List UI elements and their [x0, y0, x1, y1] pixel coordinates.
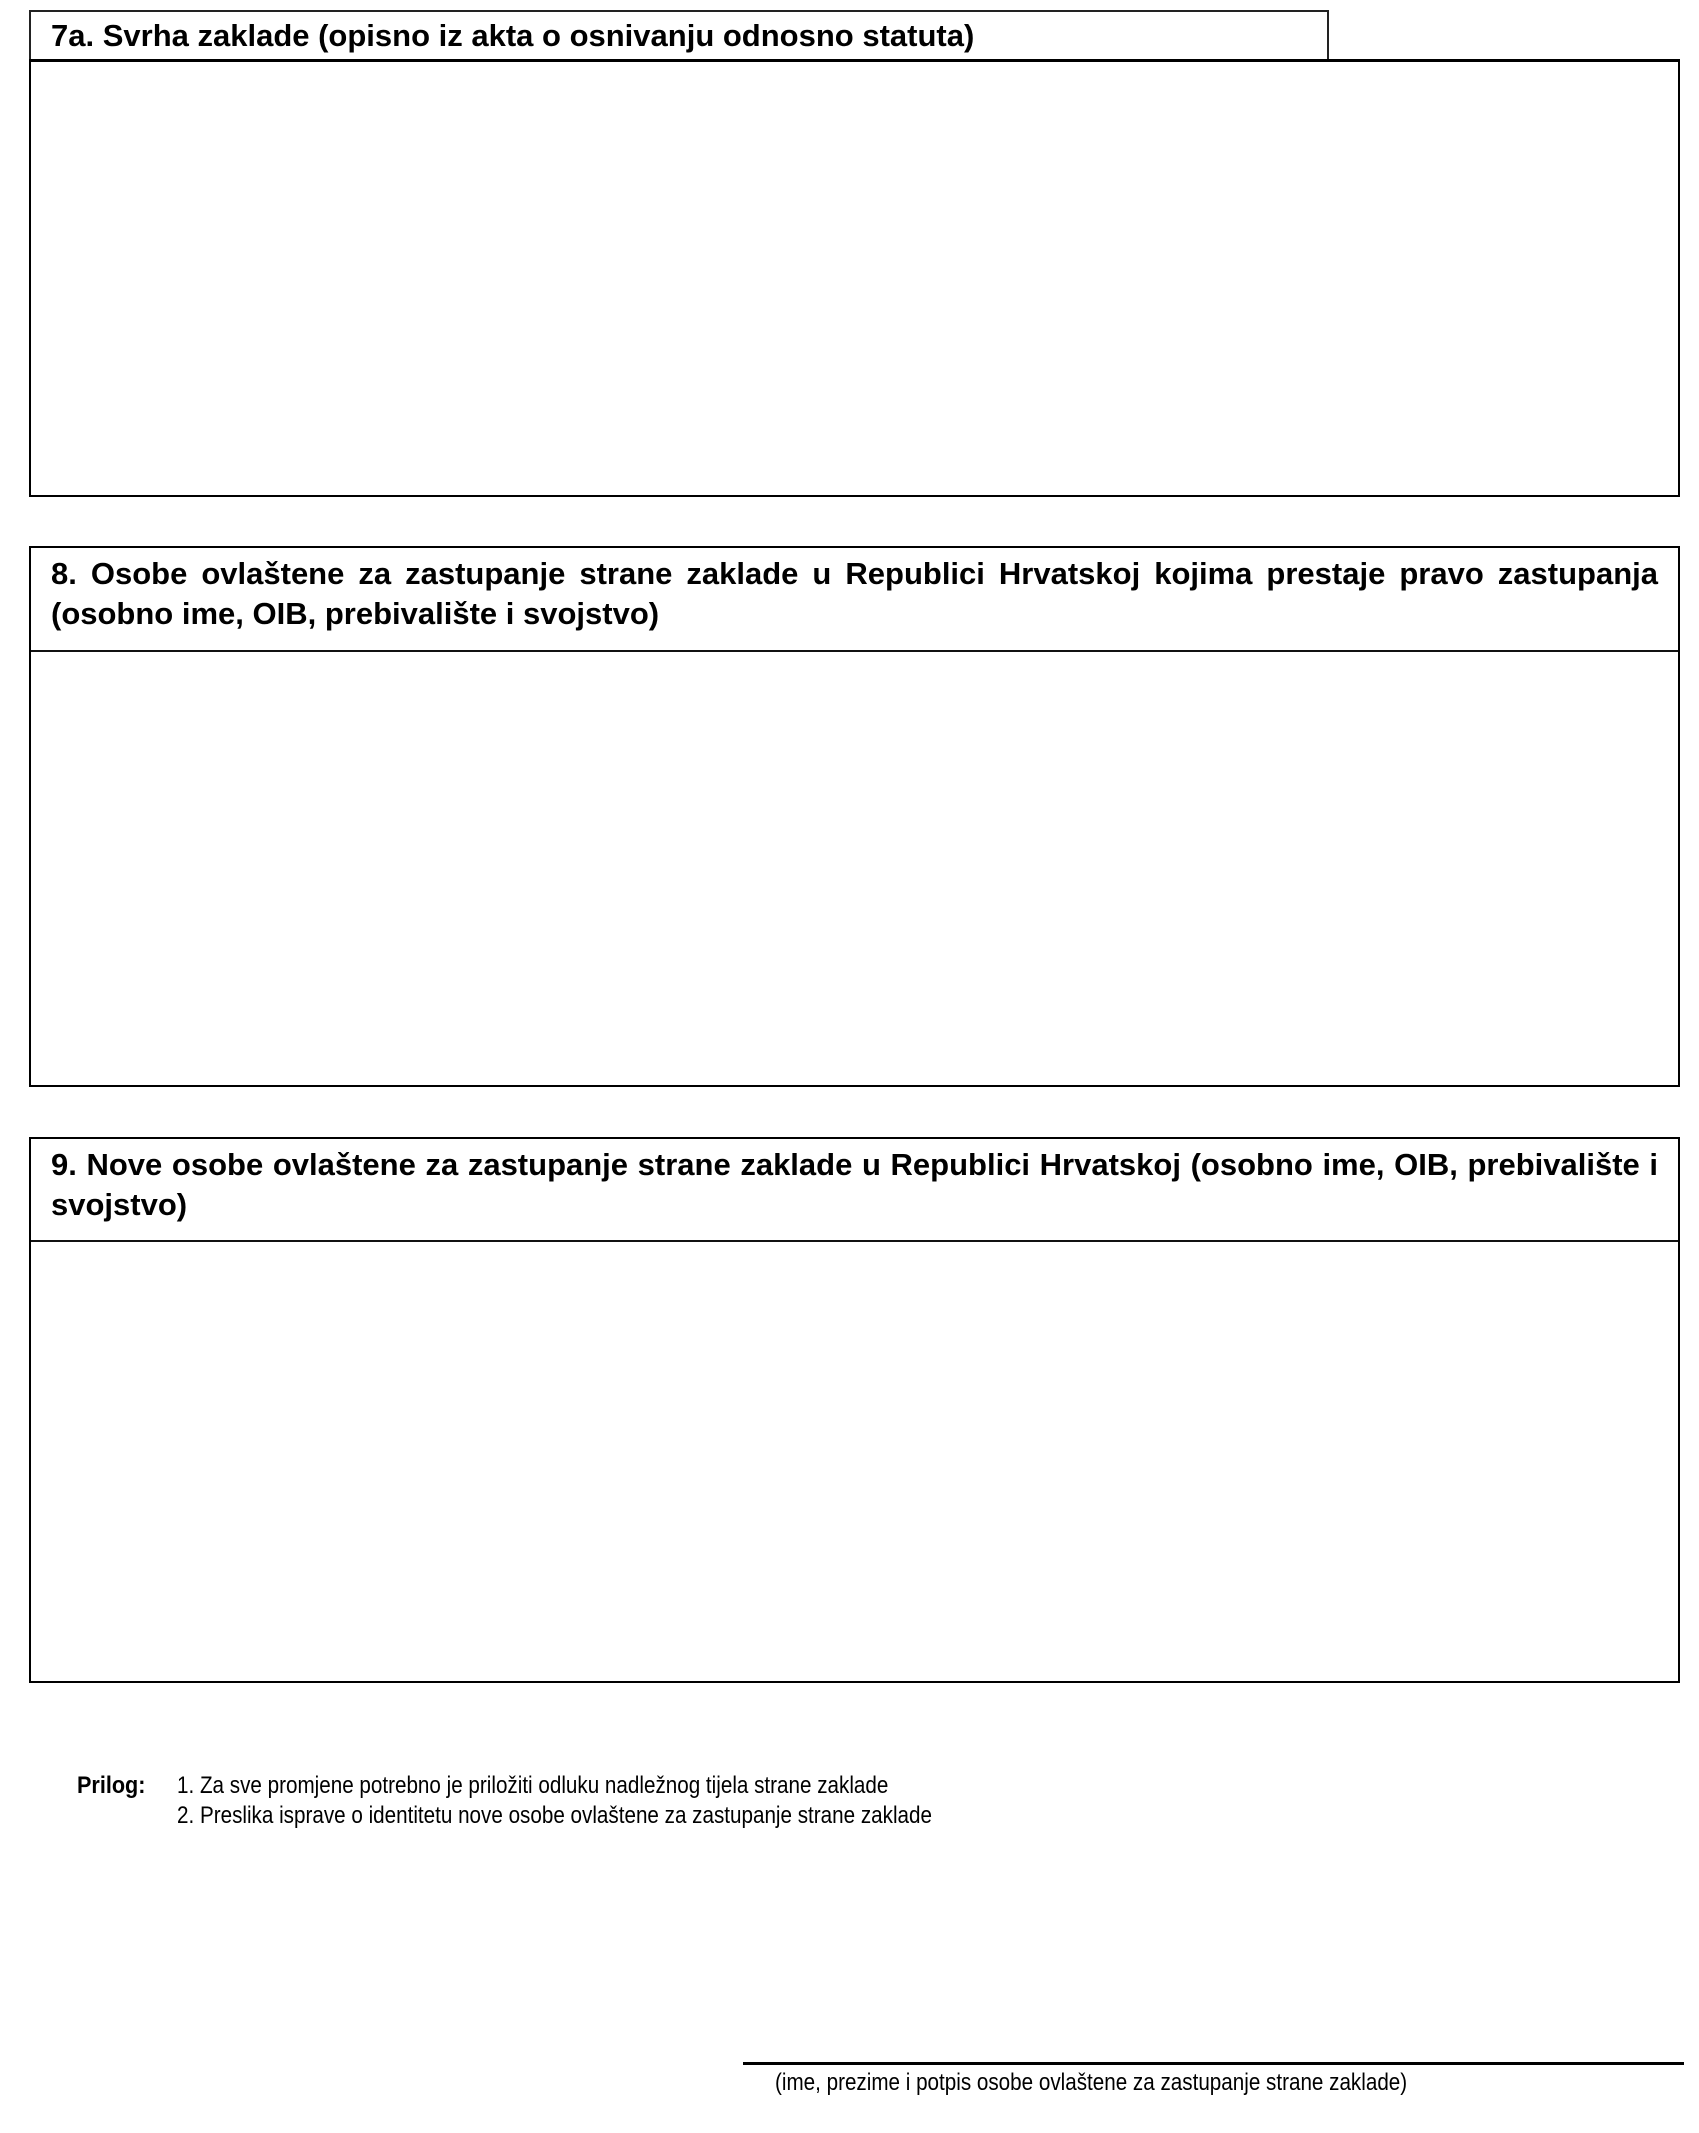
signature-caption: (ime, prezime i potpis osobe ovlaštene za zastupanje strane zaklade)	[775, 2069, 1408, 2096]
attachments-label: Prilog:	[77, 1772, 146, 1799]
section-9-box	[29, 1137, 1680, 1683]
section-8-title: 8. Osobe ovlaštene za zastupanje strane zaklade u Republici Hrvatskoj kojima prestaje pravo zastupanja (osobno ime, OIB, prebivalište i svojstvo)	[51, 556, 1658, 631]
section-9-title: 9. Nove osobe ovlaštene za zastupanje strane zaklade u Republici Hrvatskoj (osobno ime, OIB, prebivalište i svojstvo)	[51, 1147, 1658, 1222]
section-8-header	[31, 548, 1678, 652]
section-9-header	[31, 1139, 1678, 1242]
section-9-field[interactable]	[31, 1242, 1678, 1681]
section-7a-field[interactable]	[29, 59, 1680, 497]
signature-line[interactable]	[743, 2062, 1684, 2065]
section-8-field[interactable]	[31, 652, 1678, 1085]
attachments	[77, 1771, 1277, 1841]
attachment-item-2: 2. Preslika isprave o identitetu nove osobe ovlaštene za zastupanje strane zaklade	[177, 1802, 932, 1829]
section-7a-header	[29, 10, 1329, 61]
attachment-item-1: 1. Za sve promjene potrebno je priložiti odluku nadležnog tijela strane zaklade	[177, 1772, 889, 1799]
section-7a-title: 7a. Svrha zaklade (opisno iz akta o osnivanju odnosno statuta)	[51, 18, 975, 53]
section-8-box	[29, 546, 1680, 1087]
